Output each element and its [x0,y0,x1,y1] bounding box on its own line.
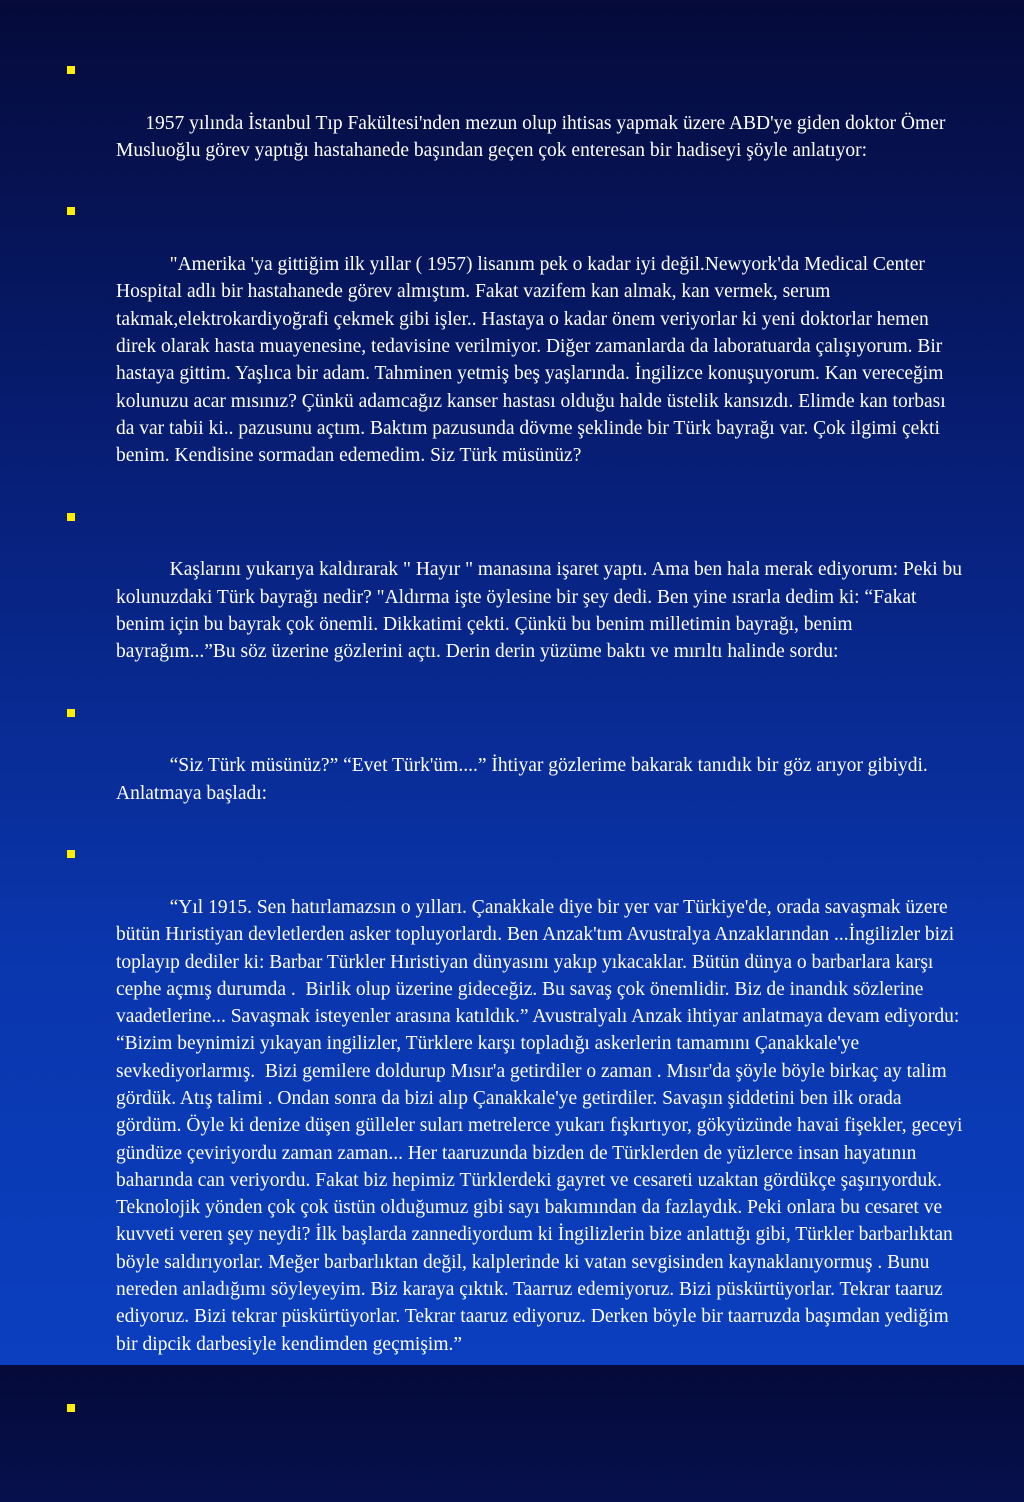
square-bullet-icon [67,513,75,521]
bullet-item-3 [0,502,1024,693]
bullet-text-1: 1957 yılında İstanbul Tıp Fakültesi'nden mezun olup ihtisas yapmak üzere ABD'ye giden doktor Ömer Musluoğlu görev yaptığı hastahanede başından geçen çok enteresan bir hadiseyi şöyle anlatıyor: [116,112,951,161]
square-bullet-icon [67,850,75,858]
square-bullet-icon [67,1404,75,1412]
bullet-text-5: “Yıl 1915. Sen hatırlamazsın o yılları. Çanakkale diye bir yer var Türkiye'de, orada savaşmak üzere bütün Hıristiyan devletlerden asker topluyorlardı. Ben Anzak'tım Avustralya Anzaklarından ...İngilizler bizi toplayıp dediler ki: Barbar Türkler Hıristiyan dünyasını yakıp yıkacaklar. Bütün dünya o barbarlara karşı cephe açmış durumda . Birlik olup üzerine gideceğiz. Bu savaş çok önemlidir. Biz de inandık sözlerine vaadetlerine... Savaşmak isteyenler arasına katıldık.” Avustralyalı Anzak ihtiyar anlatmaya devam ediyordu: “Bizim beynimizi yıkayan ingilizler, Türklere karşı topladığı askerlerin tamamını Çanakkale'ye sevkediyorlarmış. Bizi gemilere doldurup Mısır'a getirdiler o zaman . Mısır'da şöyle böyle birkaç ay talim gördük. Atış talimi . Ondan sonra da bizi alıp Çanakkale'ye getirdiler. Savaşın şiddetini ben ilk orada gördüm. Öyle ki denize düşen gülleler suları metrelerce yukarı fışkırtıyor, gökyüzünde havai fişekler, geceyi gündüze çeviriyordu zaman zaman... Her taaruzunda bizden de Türklerden de yüzlerce insan hayatının baharında can veriyordu. Fakat biz hepimiz Türklerdeki gayret ve cesareti uzaktan gördükçe şaşırıyorduk. Teknolojik yönden çok çok üstün olduğumuz gibi sayı bakımından da fazlaydık. Peki onlara bu cesaret ve kuvveti veren şey neydi? İlk başlarda zannediyordum ki İngilizlerin bize anlattığı gibi, Türkler barbarlıktan böyle saldırıyorlar. Meğer barbarlıktan değil, kalplerinde ki vatan sevgisinden kaynaklanıyormuş . Bunu nereden anladığımı söyleyeyim. Biz karaya çıktık. Taarruz edemiyoruz. Bizi püskürtüyorlar. Tekrar taaruz ediyoruz. Bizi tekrar püskürtüyorlar. Tekrar taaruz ediyoruz. Derken böyle bir taarruzda başımdan yediğim bir dipcik darbesiyle kendimden geçmişim.” [116,896,968,1355]
square-bullet-icon [67,66,75,74]
bullet-item-4 [0,698,1024,834]
bullet-text-3: Kaşlarını yukarıya kaldırarak " Hayır " manasına işaret yaptı. Ama ben hala merak ediyorum: Peki bu kolunuzdaki Türk bayrağı nedir? "Aldırma işte öylesine bir şey dedi. Ben yine ısrarla dedim ki: “Fakat benim için bu bayrak çok önemli. Dikkatimi çekti. Çünkü bu benim milletimin bayrağı, benim bayrağım...”Bu söz üzerine gözlerini açtı. Derin derin yüzüme baktı ve mırıltı halinde sordu: [116,559,967,663]
square-bullet-icon [67,709,75,717]
bullet-text-4: “Siz Türk müsünüz?” “Evet Türk'üm....” İhtiyar gözlerime bakarak tanıdık bir göz arıyor gibiydi. Anlatmaya başladı: [116,755,937,804]
bullet-item-2 [0,196,1024,496]
bullet-item-empty [0,1393,1024,1420]
square-bullet-icon [67,207,75,215]
bullet-list [0,55,1024,1420]
bullet-text-2: "Amerika 'ya gittiğim ilk yıllar ( 1957) lisanım pek o kadar iyi değil.Newyork'da Medical Center Hospital adlı bir hastahanede görev almıştım. Fakat vazifem kan almak, kan vermek, serum takmak,elektrokardiyoğrafi çekmek gibi işler.. Hastaya o kadar önem veriyorlar ki yeni doktorlar hemen direk olarak hasta muayenesine, tedavisine verilmiyor. Diğer zamanlarda da laboratuarda çalışıyorum. Bir hastaya gittim. Yaşlıca bir adam. Tahminen yetmiş beş yaşlarında. İngilizce konuşuyorum. Kan vereceğim kolunuzu acar mısınız? Çünkü adamcağız kanser hastası olduğu halde üstelik kansızdı. Elimde kan torbası da var tabii ki.. pazusunu açtım. Baktım pazusunda dövme şeklinde bir Türk bayrağı var. Çok ilgimi çekti benim. Kendisine sormadan edemedim. Siz Türk müsünüz? [116,254,951,467]
slide-body [0,55,1024,1425]
bullet-item-1 [0,55,1024,191]
bullet-item-5 [0,839,1024,1385]
